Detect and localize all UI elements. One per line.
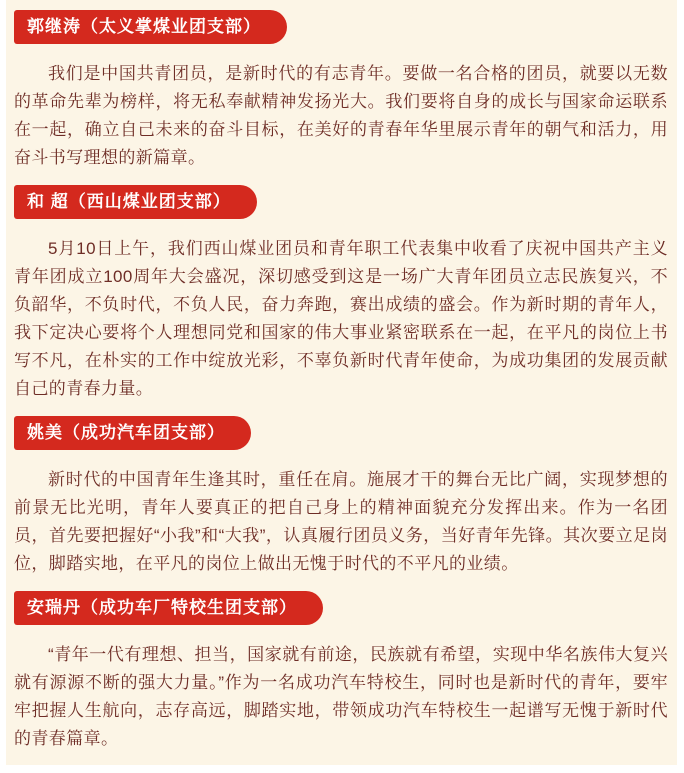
testimonial-paragraph-2: 5月10日上午，我们西山煤业团员和青年职工代表集中收看了庆祝中国共产主义青年团成立100周年大会盛况，深切感受到这是一场广大青年团员立志民族复兴，不负韶华，不负时代，不负人民，奋力奔跑，赛出成绩的盛会。作为新时期的青年人，我下定决心要将个人理想同党和国家的伟大事业紧密联系在一起，在平凡的岗位上书写不凡，在朴实的工作中绽放光彩，不辜负新时代青年使命，为成功集团的发展贡献自己的青春力量。 (14, 239, 668, 398)
badge-row (14, 10, 668, 44)
testimonial-section-3 (14, 416, 668, 578)
testimonial-paragraph-1: 我们是中国共青团员，是新时代的有志青年。要做一名合格的团员，就要以无数的革命先辈为榜样，将无私奉献精神发扬光大。我们要将自身的成长与国家命运联系在一起，确立自己未来的奋斗目标，在美好的青春年华里展示青年的朝气和活力，用奋斗书写理想的新篇章。 (14, 64, 668, 167)
testimonial-paragraph-4: “青年一代有理想、担当，国家就有前途，民族就有希望，实现中华名族伟大复兴就有源源不断的强大力量。”作为一名成功汽车特校生，同时也是新时代的青年，要牢牢把握人生航向，志存高远，脚踏实地，带领成功汽车特校生一起谱写无愧于新时代的青春篇章。 (14, 645, 668, 748)
speaker-badge-hechao: 和 超（西山煤业团支部） (14, 185, 257, 219)
speaker-badge-yaomei: 姚美（成功汽车团支部） (14, 416, 251, 450)
badge-row (14, 416, 668, 450)
speaker-badge-guojitao: 郭继涛（太义掌煤业团支部） (14, 10, 287, 44)
testimonial-section-1 (14, 10, 668, 172)
badge-row (14, 185, 668, 219)
speaker-badge-anruidan: 安瑞丹（成功车厂特校生团支部） (14, 591, 323, 625)
article-panel (6, 0, 677, 765)
testimonial-section-4 (14, 591, 668, 753)
badge-row (14, 591, 668, 625)
testimonial-paragraph-3: 新时代的中国青年生逢其时，重任在肩。施展才干的舞台无比广阔，实现梦想的前景无比光明，青年人要真正的把自己身上的精神面貌充分发挥出来。作为一名团员，首先要把握好“小我”和“大我”，认真履行团员义务，当好青年先锋。其次要立足岗位，脚踏实地，在平凡的岗位上做出无愧于时代的不平凡的业绩。 (14, 470, 668, 573)
testimonial-section-2 (14, 185, 668, 403)
